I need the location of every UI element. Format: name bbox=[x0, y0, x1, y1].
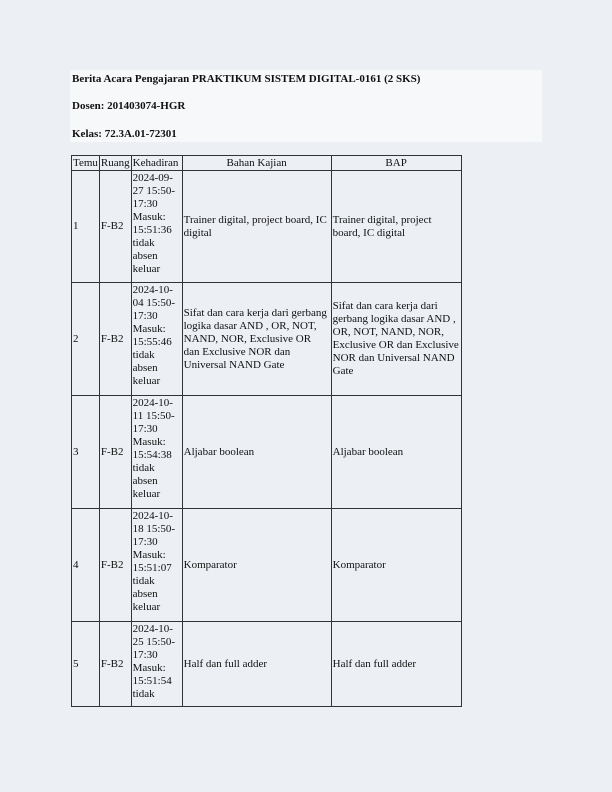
table-row bbox=[72, 396, 462, 509]
table-row bbox=[72, 509, 462, 622]
cell-ruang: F-B2 bbox=[99, 396, 131, 509]
table-header-row bbox=[72, 156, 462, 171]
teaching-record-table bbox=[71, 155, 462, 707]
column-header-bahan-kajian: Bahan Kajian bbox=[182, 156, 331, 171]
cell-temu: 3 bbox=[72, 396, 100, 509]
cell-bahan-kajian: Trainer digital, project board, IC digital bbox=[182, 171, 331, 283]
cell-bap: Komparator bbox=[331, 509, 461, 622]
lecturer-info: Dosen: 201403074-HGR bbox=[72, 100, 186, 112]
column-header-ruang: Ruang bbox=[100, 156, 130, 169]
table-row bbox=[72, 622, 462, 707]
cell-kehadiran: 2024-09- 27 15:50- 17:30 Masuk: 15:51:36 tidak absen keluar bbox=[131, 171, 182, 283]
table-row bbox=[72, 283, 462, 396]
column-header-bap: BAP bbox=[331, 156, 461, 171]
cell-temu: 5 bbox=[72, 622, 100, 707]
document-title: Berita Acara Pengajaran PRAKTIKUM SISTEM DIGITAL-0161 (2 SKS) bbox=[72, 73, 421, 85]
cell-kehadiran: 2024-10- 18 15:50- 17:30 Masuk: 15:51:07 tidak absen keluar bbox=[131, 509, 182, 622]
cell-bahan-kajian: Half dan full adder bbox=[182, 622, 331, 707]
cell-bap: Sifat dan cara kerja dari gerbang logika dasar AND , OR, NOT, NAND, NOR, Exclusive OR dan Exclusive NOR dan Universal NAND Gate bbox=[331, 283, 461, 396]
cell-bap: Trainer digital, project board, IC digital bbox=[331, 171, 461, 283]
cell-bap: Half dan full adder bbox=[331, 622, 461, 707]
column-header-temu: Temu bbox=[73, 156, 98, 169]
cell-kehadiran: 2024-10- 11 15:50- 17:30 Masuk: 15:54:38 tidak absen keluar bbox=[131, 396, 182, 509]
cell-bahan-kajian: Komparator bbox=[182, 509, 331, 622]
column-header-kehadiran: Kehadiran bbox=[131, 156, 182, 171]
cell-temu: 2 bbox=[72, 283, 100, 396]
cell-kehadiran: 2024-10- 25 15:50- 17:30 Masuk: 15:51:54 tidak bbox=[131, 622, 182, 707]
cell-kehadiran: 2024-10- 04 15:50- 17:30 Masuk: 15:55:46 tidak absen keluar bbox=[131, 283, 182, 396]
class-info: Kelas: 72.3A.01-72301 bbox=[72, 128, 177, 140]
cell-temu: 1 bbox=[72, 171, 100, 283]
cell-bahan-kajian: Aljabar boolean bbox=[182, 396, 331, 509]
table-row bbox=[72, 171, 462, 283]
cell-bap: Aljabar boolean bbox=[331, 396, 461, 509]
cell-ruang: F-B2 bbox=[99, 283, 131, 396]
cell-ruang: F-B2 bbox=[99, 509, 131, 622]
cell-bahan-kajian: Sifat dan cara kerja dari gerbang logika dasar AND , OR, NOT, NAND, NOR, Exclusive OR dan Exclusive NOR dan Universal NAND Gate bbox=[182, 283, 331, 396]
cell-ruang: F-B2 bbox=[99, 171, 131, 283]
cell-temu: 4 bbox=[72, 509, 100, 622]
cell-ruang: F-B2 bbox=[99, 622, 131, 707]
document-header bbox=[70, 70, 542, 142]
